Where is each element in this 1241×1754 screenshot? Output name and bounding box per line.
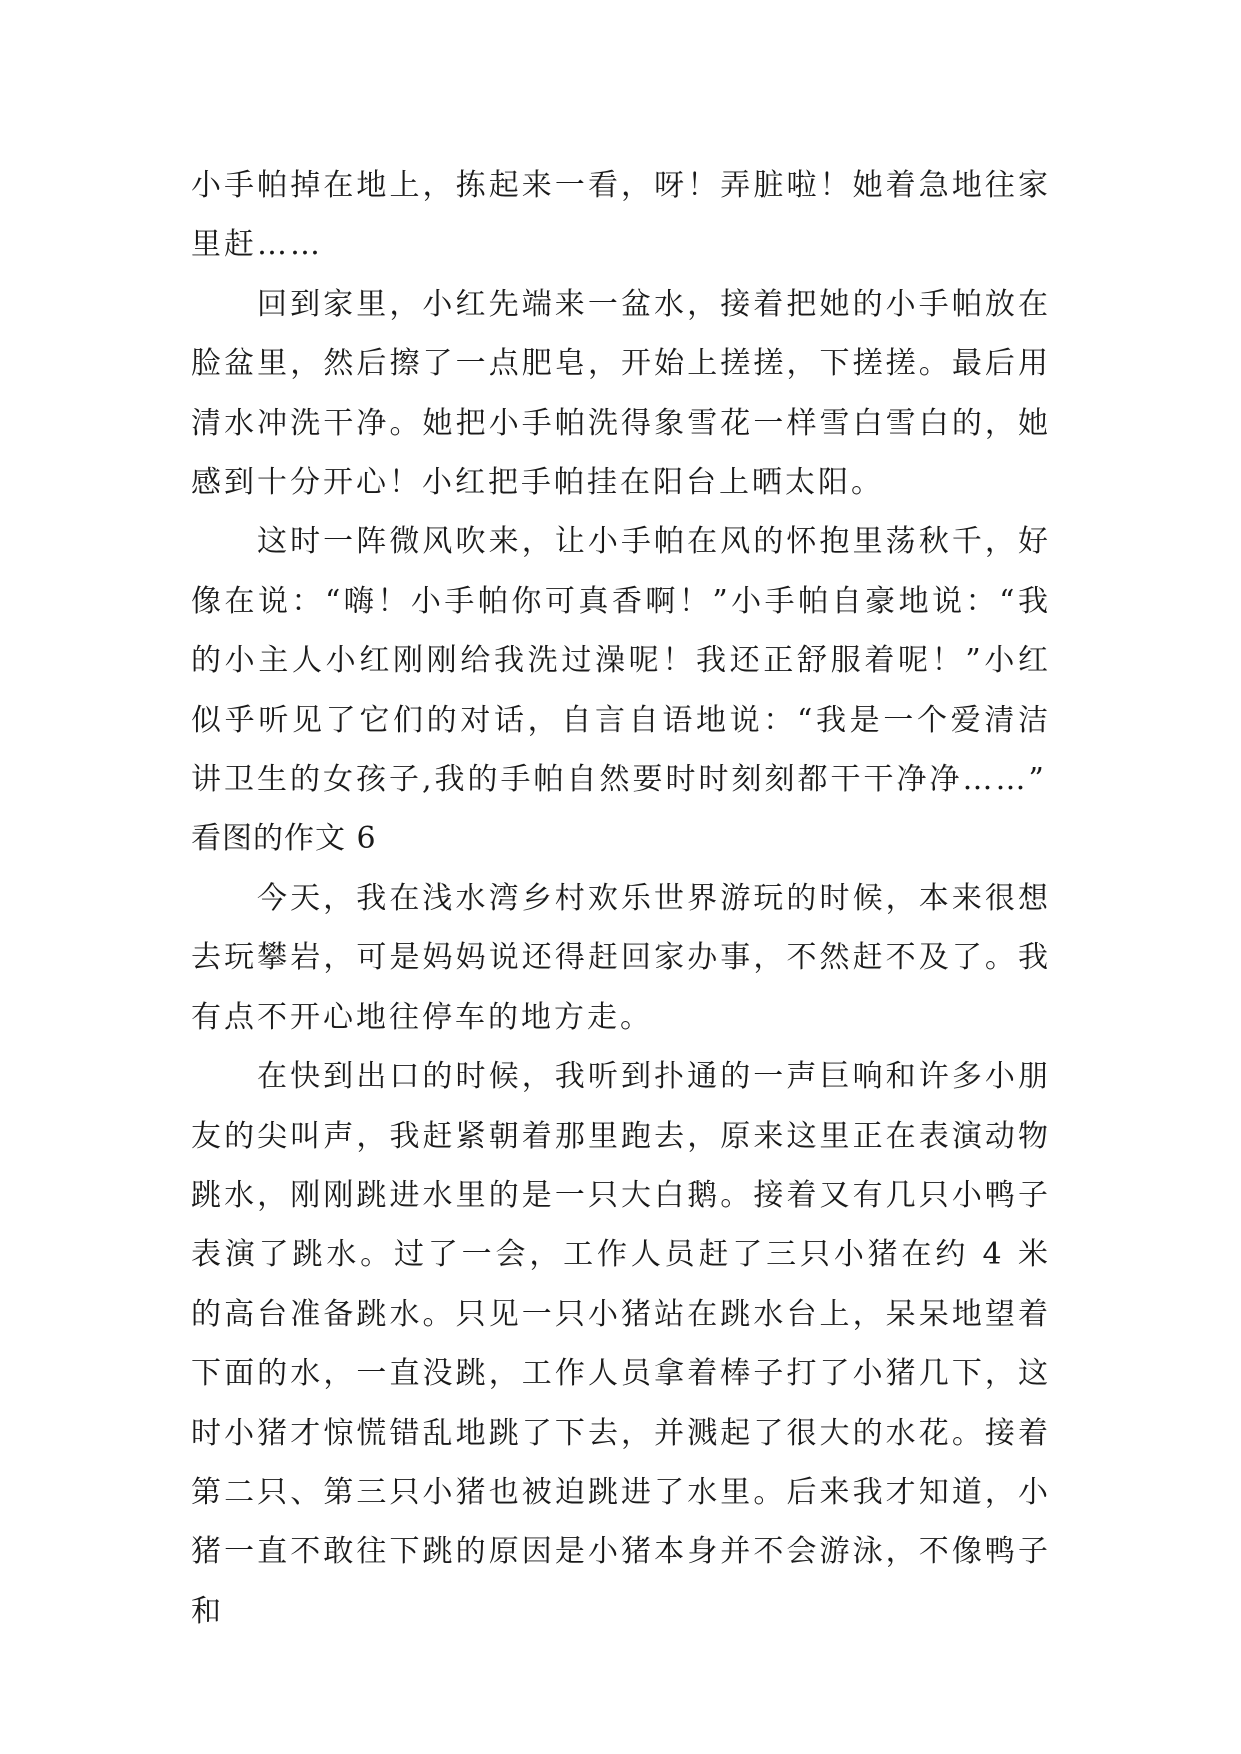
document-body <box>191 156 1051 1641</box>
paragraph-continuation: 小手帕掉在地上，拣起来一看，呀！弄脏啦！她着急地往家里赶…… <box>191 168 1051 263</box>
essay-title: 看图的作文 6 <box>191 821 377 857</box>
paragraph-washing-handkerchief: 回到家里，小红先端来一盆水，接着把她的小手帕放在脸盆里，然后擦了一点肥皂，开始上搓搓，下搓搓。最后用清水冲洗干净。她把小手帕洗得象雪花一样雪白雪白的，她感到十分开心！小红把手帕挂在阳台上晒太阳。 <box>191 286 1051 501</box>
paragraph-breeze-dialogue: 这时一阵微风吹来，让小手帕在风的怀抱里荡秋千，好像在说：“嗨！小手帕你可真香啊！”小手帕自豪地说：“我的小主人小红刚刚给我洗过澡呢！我还正舒服着呢！”小红似乎听见了它们的对话，自言自语地说：“我是一个爱清洁讲卫生的女孩子,我的手帕自然要时时刻刻都干干净净……” <box>191 524 1051 798</box>
paragraph-park-visit: 今天，我在浅水湾乡村欢乐世界游玩的时候，本来很想去玩攀岩，可是妈妈说还得赶回家办事，不然赶不及了。我有点不开心地往停车的地方走。 <box>191 880 1051 1035</box>
paragraph-animal-diving: 在快到出口的时候，我听到扑通的一声巨响和许多小朋友的尖叫声，我赶紧朝着那里跑去，原来这里正在表演动物跳水，刚刚跳进水里的是一只大白鹅。接着又有几只小鸭子表演了跳水。过了一会，工作人员赶了三只小猪在约 4 米的高台准备跳水。只见一只小猪站在跳水台上，呆呆地望着下面的水，一直没跳，工作人员拿着棒子打了小猪几下，这时小猪才惊慌错乱地跳了下去，并溅起了很大的水花。接着第二只、第三只小猪也被迫跳进了水里。后来我才知道，小猪一直不敢往下跳的原因是小猪本身并不会游泳，不像鸭子和 <box>191 1059 1051 1629</box>
